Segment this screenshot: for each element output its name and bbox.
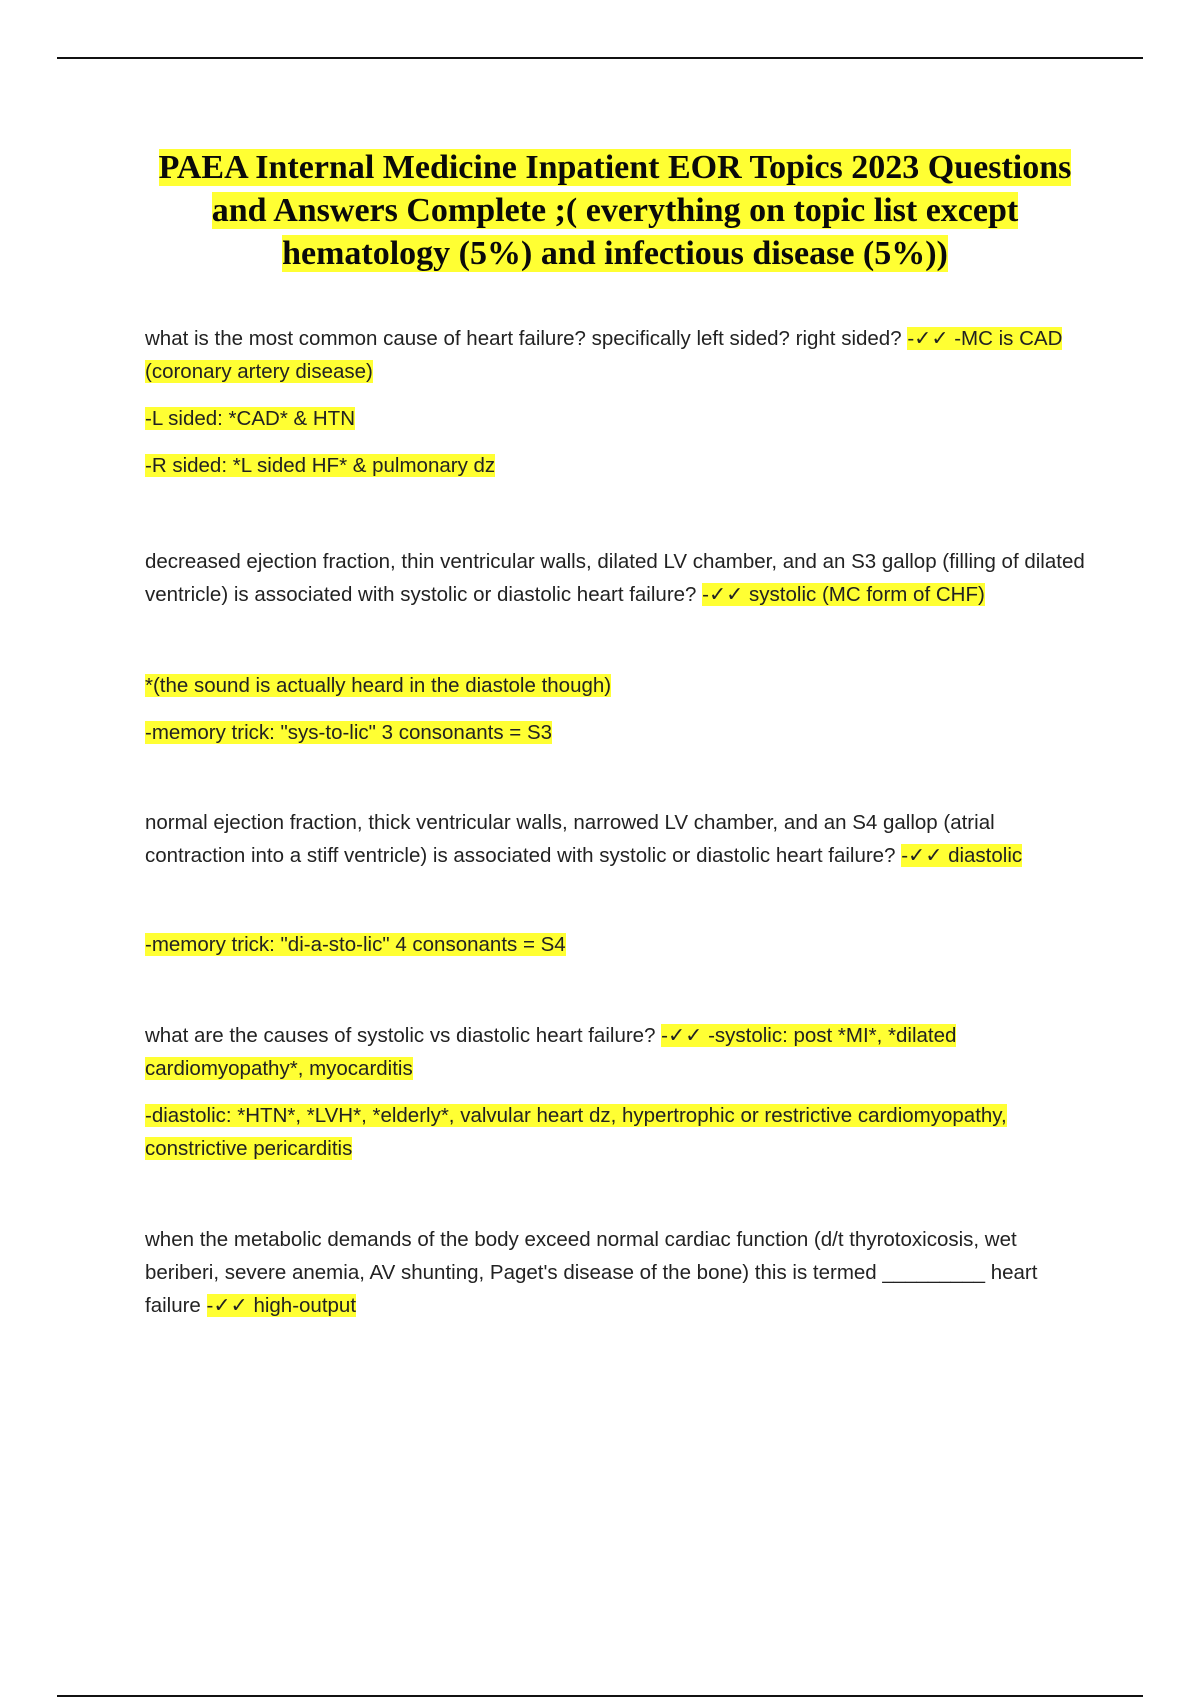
qa-block-3: [145, 806, 1085, 872]
qa-block-1: [145, 322, 1085, 388]
qa-block-2: [145, 545, 1085, 611]
answer-marker: -✓✓: [901, 844, 943, 867]
answer-marker: -✓✓: [702, 583, 744, 606]
qa-block-4: [145, 1019, 1085, 1085]
question-text: what are the causes of systolic vs diastolic heart failure?: [145, 1024, 656, 1047]
top-rule: [57, 57, 1143, 59]
answer-marker: -✓✓: [206, 1294, 248, 1317]
question-text: decreased ejection fraction, thin ventricular walls, dilated LV chamber, and an S3 gallop (filling of dilated ventricle) is associated with systolic or diastolic heart failure?: [145, 550, 1085, 606]
question-text: when the metabolic demands of the body exceed normal cardiac function (d/t thyrotoxicosis, wet beriberi, severe anemia, AV shunting, Paget's disease of the bone) this is termed _________ heart failure: [145, 1228, 1038, 1317]
answer-text: -systolic: post *MI*, *dilated cardiomyopathy*, myocarditis: [145, 1024, 957, 1080]
answer-text: diastolic: [948, 844, 1023, 867]
answer-text: high-output: [253, 1294, 357, 1317]
qa-block-5: [145, 1223, 1085, 1322]
answer-text: -MC is CAD (coronary artery disease): [145, 327, 1063, 383]
answer-note: -L sided: *CAD* & HTN: [145, 407, 355, 430]
answer-note: -memory trick: "sys-to-lic" 3 consonants = S3: [145, 721, 553, 744]
answer-note: -memory trick: "di-a-sto-lic" 4 consonants = S4: [145, 933, 566, 956]
question-text: what is the most common cause of heart failure? specifically left sided? right sided?: [145, 327, 902, 350]
document-body: [145, 322, 1085, 1322]
bottom-rule: [57, 1695, 1143, 1697]
answer-note: -R sided: *L sided HF* & pulmonary dz: [145, 454, 496, 477]
answer-marker: -✓✓: [661, 1024, 703, 1047]
question-text: normal ejection fraction, thick ventricular walls, narrowed LV chamber, and an S4 gallop (atrial contraction into a stiff ventricle) is associated with systolic or diastolic heart failure?: [145, 811, 995, 867]
answer-note: -diastolic: *HTN*, *LVH*, *elderly*, valvular heart dz, hypertrophic or restrictive cardiomyopathy, constrictive pericarditis: [145, 1104, 1007, 1160]
answer-text: systolic (MC form of CHF): [749, 583, 985, 606]
answer-note: *(the sound is actually heard in the diastole though): [145, 674, 612, 697]
document-title: PAEA Internal Medicine Inpatient EOR Topics 2023 Questions and Answers Complete ;( everything on topic list except hematology (5%) and infectious disease (5%)): [158, 149, 1072, 272]
answer-marker: -✓✓: [907, 327, 949, 350]
